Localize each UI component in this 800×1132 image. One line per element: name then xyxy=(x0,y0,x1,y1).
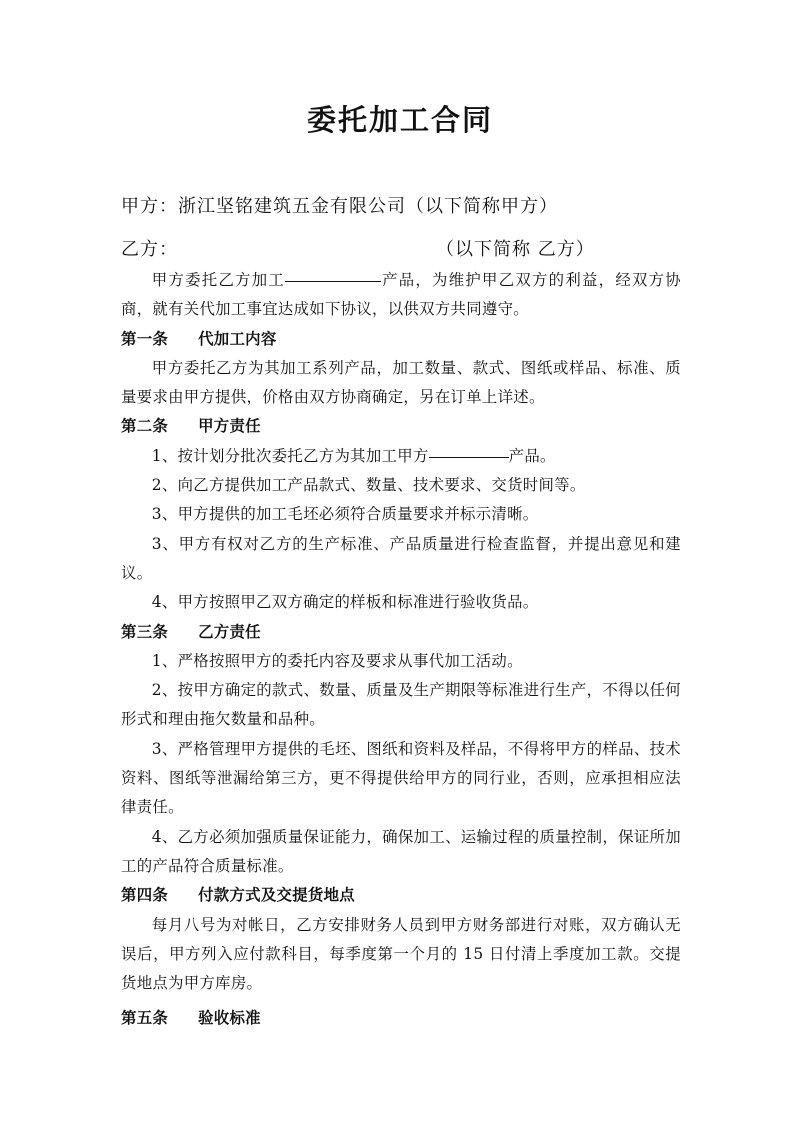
article-heading: 第一条 代加工内容 xyxy=(121,329,277,348)
article-paragraph: 甲方委托乙方为其加工系列产品，加工数量、款式、图纸或样品、标准、质量要求由甲方提供，价格由双方协商确定，另在订单上详述。 xyxy=(121,358,681,407)
article-paragraph: 2、向乙方提供加工产品款式、数量、技术要求、交货时间等。 xyxy=(151,476,586,495)
article-paragraph: 3、甲方有权对乙方的生产标准、产品质量进行检查监督，并提出意见和建议。 xyxy=(121,534,681,582)
party-a-line xyxy=(121,192,558,218)
article-paragraph: 每月八号为对帐日，乙方安排财务人员到甲方财务部进行对账，双方确认无误后，甲方列入应付款科目，每季度第一个月的 15 日付清上季度加工款。交提货地点为甲方库房。 xyxy=(121,915,681,993)
intro-paragraph: 甲方委托乙方加工 产品，为维护甲乙双方的利益，经双方协商，就有关代加工事宜达成如下协议，以供双方共同遵守。 xyxy=(121,271,681,319)
party-b-label: 乙方： xyxy=(121,239,178,260)
article-paragraph: 4、甲方按照甲乙双方确定的样板和标准进行验收货品。 xyxy=(151,593,539,612)
article-heading: 第二条 甲方责任 xyxy=(121,417,261,436)
article-heading: 第三条 乙方责任 xyxy=(121,622,261,641)
contract-body xyxy=(121,266,681,1034)
article-paragraph: 1、按计划分批次委托乙方为其加工甲方 产品。 xyxy=(151,446,556,465)
party-b-suffix: （以下简称 乙方） xyxy=(436,239,595,260)
party-a-label: 甲方： xyxy=(121,196,178,217)
party-a-name: 浙江坚铭建筑五金有限公司（以下简称甲方） xyxy=(178,196,558,217)
party-b-line xyxy=(121,235,595,261)
document-title: 委托加工合同 xyxy=(306,103,493,137)
article-paragraph: 4、乙方必须加强质量保证能力，确保加工、运输过程的质量控制，保证所加工的产品符合质量标准。 xyxy=(121,827,681,875)
article-paragraph: 3、甲方提供的加工毛坯必须符合质量要求并标示清晰。 xyxy=(151,505,539,524)
product-name-blank xyxy=(429,456,509,458)
article-heading: 第四条 付款方式及交提货地点 xyxy=(121,886,355,905)
article-paragraph: 2、按甲方确定的款式、数量、质量及生产期限等标准进行生产，不得以任何形式和理由拖欠数量和品种。 xyxy=(121,681,681,729)
product-name-blank xyxy=(285,280,381,282)
article-heading: 第五条 验收标准 xyxy=(121,1009,261,1028)
article-paragraph: 3、严格管理甲方提供的毛坯、图纸和资料及样品，不得将甲方的样品、技术资料、图纸等泄漏给第三方，更不得提供给甲方的同行业，否则，应承担相应法律责任。 xyxy=(121,739,681,817)
article-paragraph: 1、严格按照甲方的委托内容及要求从事代加工活动。 xyxy=(151,651,523,670)
